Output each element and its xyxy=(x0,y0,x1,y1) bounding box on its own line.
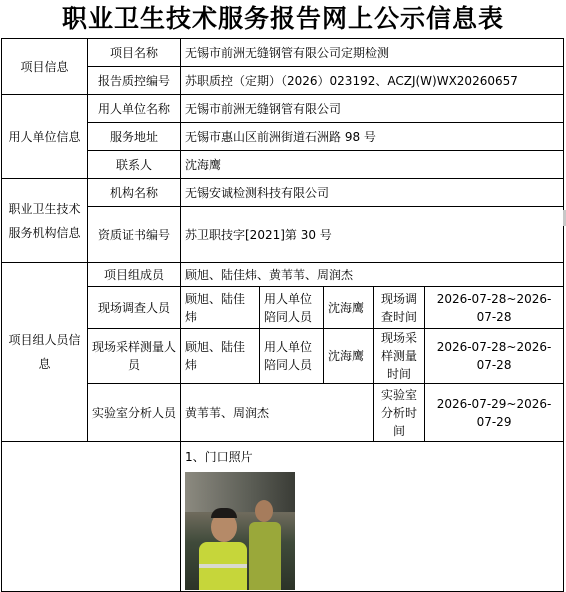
photo-person-2 xyxy=(249,522,281,590)
survey-staff-value: 顾旭、陆佳炜 xyxy=(181,287,260,329)
photo-hair-1 xyxy=(211,508,237,518)
project-name-label: 项目名称 xyxy=(88,39,181,67)
photo-caption: 1、门口照片 xyxy=(185,450,253,464)
sampling-staff-label: 现场采样测量人员 xyxy=(88,329,181,384)
photo-face-2 xyxy=(255,500,273,522)
table-row xyxy=(2,179,564,207)
lab-time-value: 2026-07-29~2026-07-29 xyxy=(425,384,564,442)
sampling-escort-label: 用人单位陪同人员 xyxy=(260,329,324,384)
sampling-escort-value: 沈海鹰 xyxy=(324,329,374,384)
agency-name-label: 机构名称 xyxy=(88,179,181,207)
section-project-info: 项目信息 xyxy=(2,39,88,95)
sampling-time-label: 现场采样测量时间 xyxy=(374,329,425,384)
project-name-value: 无锡市前洲无缝钢管有限公司定期检测 xyxy=(181,39,564,67)
section-agency-info: 职业卫生技术服务机构信息 xyxy=(2,179,88,263)
employer-name-label: 用人单位名称 xyxy=(88,95,181,123)
lab-staff-value: 黄苇苇、周润杰 xyxy=(181,384,374,442)
agency-name-value: 无锡安诚检测科技有限公司 xyxy=(181,179,564,207)
contact-label: 联系人 xyxy=(88,151,181,179)
entrance-photo xyxy=(185,472,295,590)
table-row xyxy=(2,263,564,287)
lab-time-label: 实验室分析时间 xyxy=(374,384,425,442)
service-address-value: 无锡市惠山区前洲街道石洲路 98 号 xyxy=(181,123,564,151)
section-team-info: 项目组人员信息 xyxy=(2,263,88,442)
team-members-label: 项目组成员 xyxy=(88,263,181,287)
photo-vest-stripe xyxy=(199,564,247,568)
report-number-label: 报告质控编号 xyxy=(88,67,181,95)
report-number-value: 苏职质控（定期）（2026）023192、ACZJ(W)WX20260657 xyxy=(181,67,564,95)
survey-time-label: 现场调查时间 xyxy=(374,287,425,329)
survey-time-value: 2026-07-28~2026-07-28 xyxy=(425,287,564,329)
table-row xyxy=(2,95,564,123)
team-members-value: 顾旭、陆佳炜、黄苇苇、周润杰 xyxy=(181,263,564,287)
section-employer-info: 用人单位信息 xyxy=(2,95,88,179)
certificate-number-label: 资质证书编号 xyxy=(88,207,181,263)
table-row xyxy=(2,39,564,67)
survey-escort-value: 沈海鹰 xyxy=(324,287,374,329)
certificate-number-value: 苏卫职技字[2021]第 30 号 xyxy=(181,207,564,263)
sampling-staff-value: 顾旭、陆佳炜 xyxy=(181,329,260,384)
photo-cell xyxy=(181,442,564,592)
contact-value: 沈海鹰 xyxy=(181,151,564,179)
photo-background xyxy=(185,472,295,512)
service-address-label: 服务地址 xyxy=(88,123,181,151)
table-row xyxy=(2,442,564,592)
photo-section-empty xyxy=(2,442,181,592)
sampling-time-value: 2026-07-28~2026-07-28 xyxy=(425,329,564,384)
page-title: 职业卫生技术服务报告网上公示信息表 xyxy=(61,4,504,33)
employer-name-value: 无锡市前洲无缝钢管有限公司 xyxy=(181,95,564,123)
lab-staff-label: 实验室分析人员 xyxy=(88,384,181,442)
disclosure-table xyxy=(1,38,564,592)
survey-staff-label: 现场调查人员 xyxy=(88,287,181,329)
survey-escort-label: 用人单位陪同人员 xyxy=(260,287,324,329)
